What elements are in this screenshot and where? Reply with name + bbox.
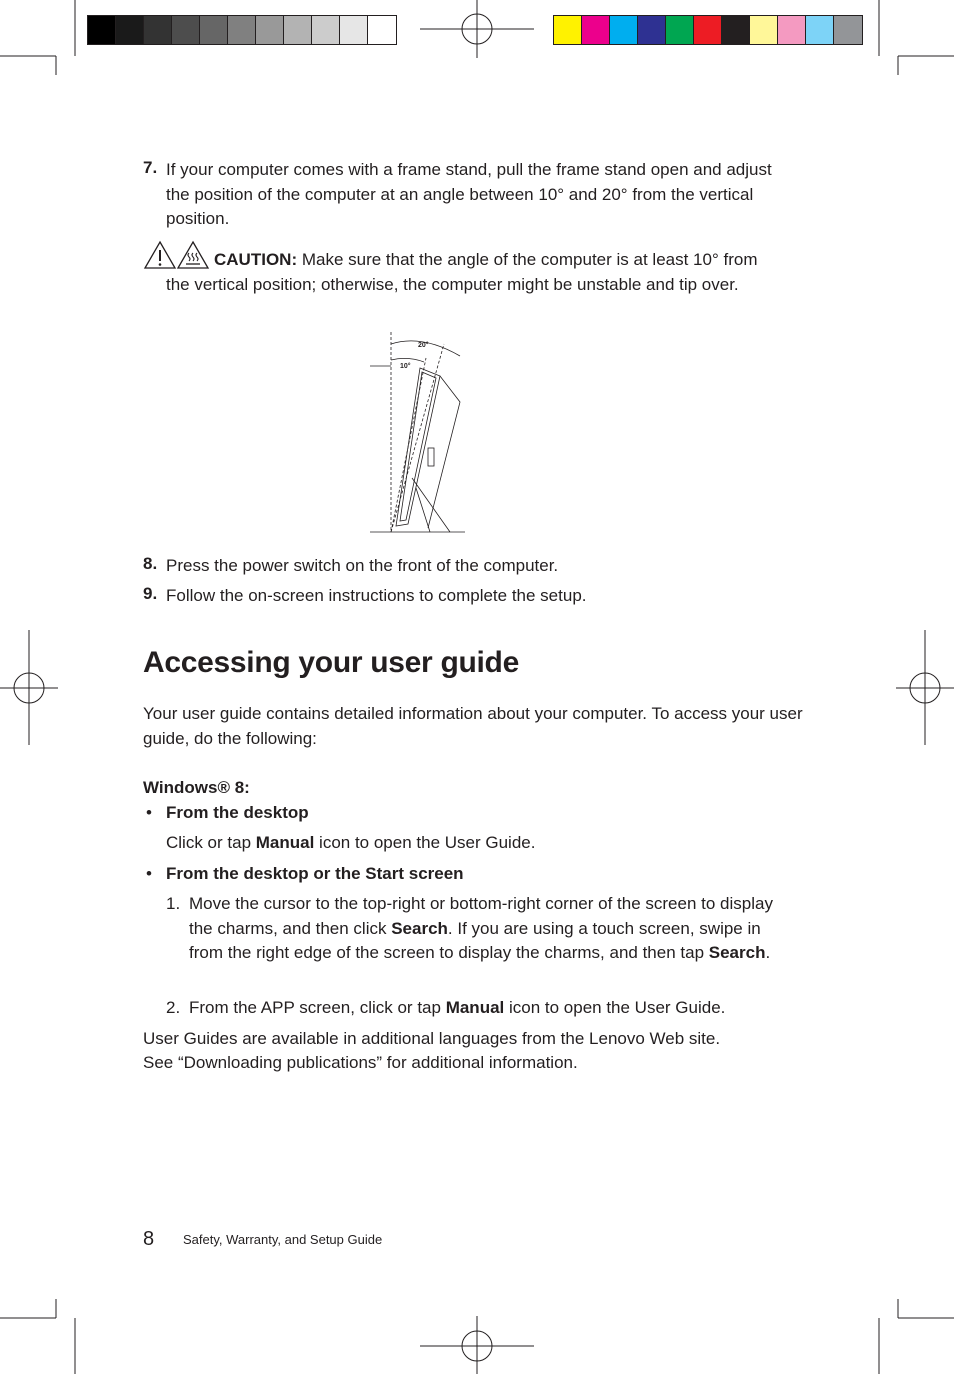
- bullet-title: From the desktop or the Start screen: [166, 864, 464, 883]
- text-span: icon to open the User Guide.: [314, 833, 536, 852]
- color-swatch: [116, 16, 144, 44]
- step-number: 9.: [143, 584, 158, 603]
- text-span: .: [765, 943, 771, 962]
- step-number: 7.: [143, 158, 158, 177]
- color-swatch: [88, 16, 116, 44]
- closing-line: User Guides are available in additional languages from the Lenovo Web site.: [143, 1029, 721, 1048]
- color-swatch: [144, 16, 172, 44]
- footer-title: Safety, Warranty, and Setup Guide: [183, 1232, 383, 1247]
- color-swatch: [610, 16, 638, 44]
- search-keyword: Search: [708, 943, 766, 962]
- sub-step-text: [189, 892, 784, 966]
- text-span: From the APP screen, click or tap: [189, 998, 446, 1017]
- text-span: . If you are using a touch screen, swipe in from the right edge of the screen to display the charms, and then tap: [189, 918, 761, 962]
- bullet-title: From the desktop: [166, 803, 309, 822]
- color-swatch: [638, 16, 666, 44]
- text-span: Click or tap: [166, 833, 256, 852]
- step-number: 8.: [143, 554, 158, 573]
- color-swatch: [834, 16, 862, 44]
- color-swatch: [228, 16, 256, 44]
- manual-keyword: Manual: [255, 833, 315, 852]
- stand-angle-figure: [360, 328, 470, 536]
- sub-step-number: 2.: [166, 998, 181, 1017]
- step-text: If your computer comes with a frame stand, pull the frame stand open and adjust the position of the computer at an angle between 10° and 20° from the vertical position.: [166, 160, 772, 228]
- color-swatch: [750, 16, 778, 44]
- angle-outer-label: 20°: [418, 342, 429, 349]
- search-keyword: Search: [391, 918, 448, 938]
- color-swatch: [694, 16, 722, 44]
- color-swatch: [256, 16, 284, 44]
- color-swatch: [582, 16, 610, 44]
- os-label: Windows® 8:: [143, 778, 250, 797]
- color-swatch: [806, 16, 834, 44]
- sub-step-number: 1.: [166, 894, 181, 913]
- step-text: Press the power switch on the front of the computer.: [166, 556, 559, 575]
- process-color-bar: [553, 15, 863, 45]
- color-swatch: [312, 16, 340, 44]
- color-swatch: [722, 16, 750, 44]
- bullet-icon: •: [146, 803, 152, 822]
- color-swatch: [666, 16, 694, 44]
- color-swatch: [200, 16, 228, 44]
- intro-paragraph: Your user guide contains detailed information about your computer. To access your user guide, do the following:: [143, 704, 803, 748]
- color-swatch: [284, 16, 312, 44]
- color-swatch: [778, 16, 806, 44]
- caution-text: [166, 248, 766, 297]
- grayscale-color-bar: [87, 15, 397, 45]
- color-swatch: [368, 16, 396, 44]
- bullet-icon: •: [146, 864, 152, 883]
- text-span: Move the cursor to the top-right or bottom-right corner of the screen to display the charms, and then click: [189, 894, 773, 938]
- color-swatch: [340, 16, 368, 44]
- manual-keyword: Manual: [445, 998, 505, 1017]
- sub-step-text: [189, 996, 789, 1021]
- text-span: icon to open the User Guide.: [504, 998, 726, 1017]
- section-heading: Accessing your user guide: [143, 646, 519, 679]
- bullet-body: [166, 831, 535, 856]
- color-swatch: [172, 16, 200, 44]
- caution-body: Make sure that the angle of the computer is at least 10° from the vertical position; otherwise, the computer might be unstable and tip over.: [166, 250, 758, 294]
- color-swatch: [554, 16, 582, 44]
- caution-label: CAUTION:: [214, 250, 298, 269]
- step-text: Follow the on-screen instructions to complete the setup.: [166, 586, 587, 605]
- angle-inner-label: 10°: [400, 363, 411, 370]
- closing-line: See “Downloading publications” for additional information.: [143, 1053, 578, 1072]
- page-number: 8: [143, 1228, 155, 1250]
